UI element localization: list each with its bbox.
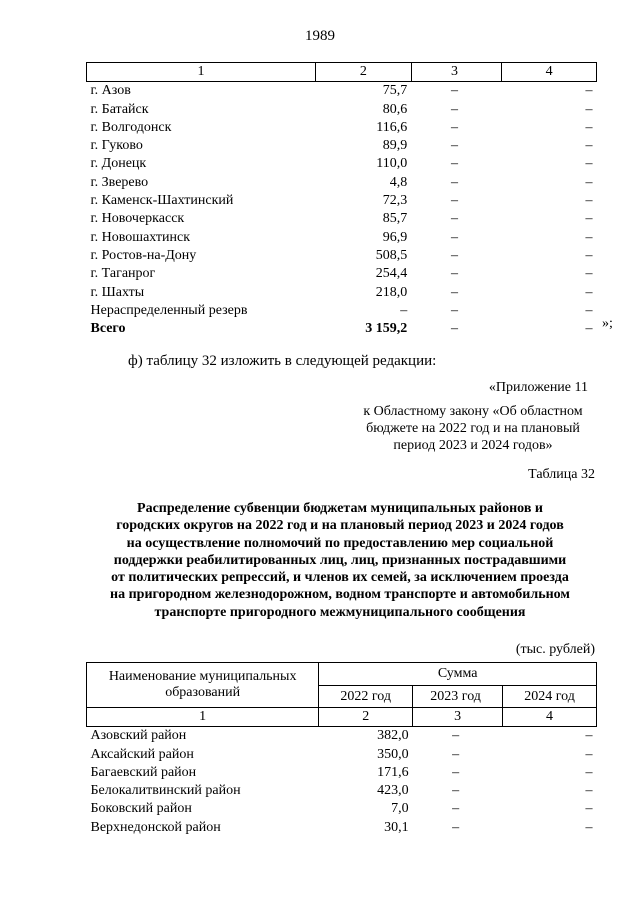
value-2023: – (451, 174, 459, 190)
value-2023: – (452, 819, 460, 835)
col-number-2: 2 (319, 708, 413, 727)
table-number: Таблица 32 (528, 467, 595, 482)
appendix-title: «Приложение 11 (488, 380, 588, 395)
caption-line: на пригородном железнодорожном, водном транспорте и автомобильном (110, 587, 570, 603)
caption-line: от политических репрессий, и членов их семей, за исключением проезда (111, 570, 569, 586)
value-2024: – (585, 783, 593, 799)
table-row (87, 302, 597, 320)
municipality-name: г. Зверево (90, 174, 149, 190)
caption-line: Распределение субвенции бюджетам муниципальных районов и (137, 501, 543, 516)
value-2022: 75,7 (382, 83, 408, 99)
table-row (87, 764, 597, 782)
value-2023: – (451, 101, 459, 117)
value-2023: – (451, 119, 459, 135)
table-row (87, 119, 597, 137)
value-2022: 218,0 (375, 284, 408, 300)
table-row (87, 800, 597, 818)
value-2023: – (451, 156, 459, 172)
municipality-name: г. Ростов-на-Дону (90, 247, 197, 263)
municipality-name: г. Волгодонск (90, 119, 172, 135)
header-col-3: 3 (411, 63, 502, 82)
col-number-3: 3 (413, 708, 503, 727)
value-2023: – (452, 783, 460, 799)
value-2022: 423,0 (377, 783, 409, 799)
table-total-row (87, 320, 597, 338)
value-2024: – (585, 156, 593, 172)
value-2024: – (585, 764, 593, 780)
value-2022: 80,6 (382, 101, 408, 117)
value-2024: – (585, 819, 593, 835)
value-2022: 350,0 (377, 746, 409, 762)
table-number-row (87, 708, 597, 727)
value-2022: 89,9 (382, 138, 408, 154)
header-col-1: 1 (87, 63, 316, 82)
table-row (87, 101, 597, 119)
table-row (87, 819, 597, 837)
closing-quote: »; (602, 316, 613, 331)
table-row (87, 137, 597, 155)
table-row (87, 155, 597, 173)
table-row (87, 782, 597, 800)
municipality-name: Азовский район (90, 728, 187, 744)
header-year-2022: 2022 год (319, 686, 413, 708)
table-row (87, 727, 597, 746)
municipality-name: Боковский район (90, 801, 192, 817)
caption-line: городских округов на 2022 год и на плановый период 2023 и 2024 годов (116, 518, 564, 534)
appendix-line-2: к Областному закону «Об областном (363, 404, 583, 419)
value-2022: 85,7 (382, 211, 408, 227)
units-label: (тыс. рублей) (515, 642, 595, 657)
value-2022: 382,0 (377, 728, 409, 744)
value-2022: – (400, 302, 408, 318)
caption-line: транспорте пригородного межмуниципального сообщения (154, 604, 526, 620)
instruction-paragraph: ф) таблицу 32 изложить в следующей редакции: (128, 353, 437, 369)
header-year-2023: 2023 год (413, 686, 503, 708)
table-row (87, 746, 597, 764)
value-2024: – (585, 284, 593, 300)
value-2024: – (585, 119, 593, 135)
value-2022: 72,3 (382, 193, 408, 209)
value-2024: – (585, 193, 593, 209)
value-2022: 171,6 (377, 764, 409, 780)
municipality-name: Нераспределенный резерв (90, 302, 248, 318)
total-2024: – (585, 321, 593, 337)
municipality-name: г. Донецк (90, 156, 147, 172)
appendix-line-3: бюджете на 2022 год и на плановый (366, 421, 580, 436)
total-2022: 3 159,2 (365, 321, 408, 337)
value-2024: – (585, 174, 593, 190)
value-2024: – (585, 229, 593, 245)
table-header-row (87, 63, 597, 82)
municipality-name: г. Батайск (90, 101, 149, 117)
col-number-1: 1 (87, 708, 319, 727)
municipality-name: г. Гуково (90, 138, 143, 154)
page-number: 1989 (305, 28, 335, 44)
municipality-name: Белокалитвинский район (90, 783, 241, 799)
table-row (87, 229, 597, 247)
value-2023: – (452, 764, 460, 780)
value-2022: 110,0 (376, 156, 408, 172)
value-2024: – (585, 801, 593, 817)
header-col-2: 2 (316, 63, 412, 82)
table-body (87, 727, 597, 837)
value-2024: – (585, 302, 593, 318)
value-2023: – (451, 193, 459, 209)
table-32 (86, 662, 597, 837)
municipality-name: г. Новочеркасск (90, 211, 185, 227)
table-continuation (86, 62, 597, 338)
value-2023: – (452, 801, 460, 817)
value-2024: – (585, 83, 593, 99)
municipality-name: г. Шахты (90, 284, 145, 300)
value-2022: 4,8 (389, 174, 408, 190)
value-2024: – (585, 211, 593, 227)
value-2023: – (452, 728, 460, 744)
value-2022: 30,1 (384, 819, 409, 835)
municipality-name: г. Каменск-Шахтинский (90, 193, 234, 209)
municipality-name: г. Азов (90, 83, 131, 99)
header-sum: Сумма (319, 663, 597, 686)
value-2022: 254,4 (375, 266, 408, 282)
header-year-2024: 2024 год (503, 686, 597, 708)
value-2023: – (451, 229, 459, 245)
header-col-4: 4 (502, 63, 597, 82)
value-2024: – (585, 746, 593, 762)
table-row (87, 284, 597, 302)
value-2023: – (451, 284, 459, 300)
value-2024: – (585, 101, 593, 117)
caption-line: на осуществление полномочий по предоставлению мер социальной (126, 535, 554, 551)
table-header-row (87, 663, 597, 686)
table-row (87, 265, 597, 283)
table-caption (60, 500, 620, 621)
value-2023: – (451, 83, 459, 99)
total-label: Всего (90, 321, 126, 337)
table-row (87, 247, 597, 265)
value-2024: – (585, 266, 593, 282)
value-2024: – (585, 138, 593, 154)
header-municipality: Наименование муниципальных образований (87, 663, 319, 708)
value-2023: – (451, 138, 459, 154)
municipality-name: Багаевский район (90, 764, 197, 780)
municipality-name: г. Новошахтинск (90, 229, 191, 245)
value-2023: – (451, 266, 459, 282)
table-body (87, 82, 597, 320)
municipality-name: Аксайский район (90, 746, 194, 762)
value-2024: – (585, 247, 593, 263)
appendix-line-4: период 2023 и 2024 годов» (393, 438, 553, 453)
value-2022: 508,5 (375, 247, 408, 263)
value-2023: – (451, 247, 459, 263)
value-2023: – (452, 746, 460, 762)
municipality-name: Верхнедонской район (90, 819, 221, 835)
value-2022: 116,6 (376, 119, 408, 135)
caption-line: поддержки реабилитированных лиц, лиц, признанных пострадавшими (113, 552, 567, 568)
value-2022: 96,9 (382, 229, 408, 245)
value-2024: – (585, 728, 593, 744)
table-row (87, 210, 597, 228)
value-2023: – (451, 211, 459, 227)
col-number-4: 4 (503, 708, 597, 727)
total-2023: – (451, 321, 459, 337)
municipality-name: г. Таганрог (90, 266, 156, 282)
table-row (87, 82, 597, 101)
table-row (87, 174, 597, 192)
table-row (87, 192, 597, 210)
value-2022: 7,0 (391, 801, 409, 817)
value-2023: – (451, 302, 459, 318)
